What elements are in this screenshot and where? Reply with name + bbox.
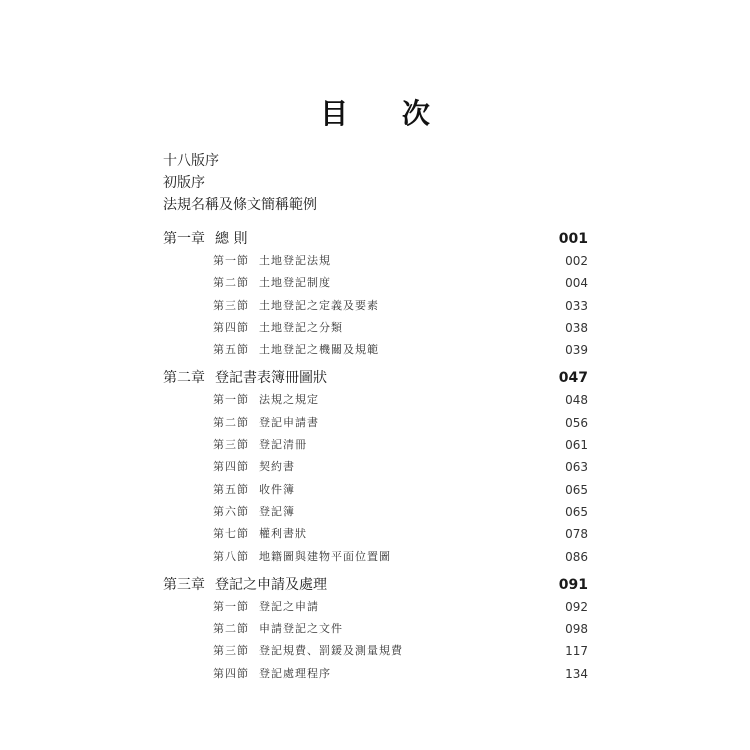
section-row [163, 250, 588, 272]
chapter-row [163, 228, 588, 250]
section-title: 法規之規定 [259, 393, 319, 407]
section-row [163, 640, 588, 662]
preface-item: 十八版序 [163, 153, 219, 169]
chapter-page-number: 047 [558, 370, 588, 387]
section-page-number: 048 [565, 393, 588, 408]
section-page-number: 038 [565, 320, 588, 335]
section-row [163, 295, 588, 317]
section-row [163, 317, 588, 339]
section-page-number: 086 [565, 549, 588, 564]
section-row [163, 456, 588, 478]
section-page-number: 065 [565, 504, 588, 519]
section-label: 第八節 [213, 549, 249, 563]
section-title: 收件簿 [259, 482, 295, 496]
section-title: 土地登記之分類 [259, 320, 343, 334]
section-row [163, 389, 588, 411]
section-page-number: 098 [565, 622, 588, 637]
section-title: 登記規費、罰鍰及測量規費 [259, 644, 403, 658]
section-row [163, 272, 588, 294]
section-title: 契約書 [259, 460, 295, 474]
chapter-title: 登記之申請及處理 [215, 576, 327, 593]
chapter-page-number: 001 [558, 231, 588, 247]
preface-item: 初版序 [163, 175, 205, 191]
section-title: 登記申請書 [259, 415, 319, 429]
section-title: 土地登記制度 [259, 276, 331, 290]
section-label: 第二節 [213, 276, 249, 290]
section-label: 第五節 [213, 482, 249, 496]
preface-list [163, 150, 317, 216]
chapter-label: 第二章 [163, 370, 205, 387]
section-label: 第三節 [213, 644, 249, 658]
section-title: 登記處理程序 [259, 666, 331, 680]
section-label: 第一節 [213, 393, 249, 407]
section-page-number: 117 [565, 644, 588, 659]
chapter-label: 第三章 [163, 576, 205, 593]
chapter-row [163, 574, 588, 596]
section-title: 土地登記法規 [259, 254, 331, 267]
section-title: 地籍圖與建物平面位置圖 [259, 549, 391, 563]
section-page-number: 092 [565, 599, 588, 614]
section-row [163, 339, 588, 361]
section-label: 第五節 [213, 343, 249, 357]
section-row [163, 479, 588, 501]
chapter-block [163, 574, 588, 685]
section-row [163, 501, 588, 523]
section-page-number: 002 [565, 254, 588, 268]
section-label: 第七節 [213, 527, 249, 541]
chapter-block [163, 228, 588, 361]
chapter-page-number: 091 [558, 576, 588, 593]
section-label: 第四節 [213, 666, 249, 680]
section-row [163, 523, 588, 545]
section-page-number: 065 [565, 482, 588, 497]
section-page-number: 078 [565, 527, 588, 542]
section-title: 土地登記之機關及規範 [259, 343, 379, 357]
chapter-label: 第一章 [163, 231, 205, 247]
table-of-contents [163, 228, 588, 691]
section-title: 登記之申請 [259, 599, 319, 613]
section-page-number: 134 [565, 666, 588, 681]
section-title: 登記清冊 [259, 438, 307, 452]
section-title: 登記簿 [259, 504, 295, 518]
section-page-number: 061 [565, 438, 588, 453]
section-title: 申請登記之文件 [259, 622, 343, 636]
section-label: 第二節 [213, 622, 249, 636]
section-page-number: 033 [565, 298, 588, 313]
section-title: 權利書狀 [259, 527, 307, 541]
section-page-number: 004 [565, 276, 588, 291]
section-label: 第三節 [213, 298, 249, 312]
section-row [163, 596, 588, 618]
section-label: 第二節 [213, 415, 249, 429]
section-page-number: 063 [565, 460, 588, 475]
section-page-number: 056 [565, 415, 588, 430]
section-row [163, 412, 588, 434]
section-row [163, 663, 588, 685]
preface-item: 法規名稱及條文簡稱範例 [163, 197, 317, 213]
section-label: 第一節 [213, 599, 249, 613]
chapter-title: 總 則 [215, 231, 248, 247]
section-row [163, 618, 588, 640]
section-label: 第六節 [213, 504, 249, 518]
chapter-block [163, 367, 588, 567]
section-label: 第一節 [213, 254, 249, 267]
chapter-title: 登記書表簿冊圖狀 [215, 370, 327, 387]
section-row [163, 434, 588, 456]
section-row [163, 546, 588, 568]
page-title: 目 次 [320, 97, 452, 130]
chapter-row [163, 367, 588, 389]
section-label: 第三節 [213, 438, 249, 452]
section-title: 土地登記之定義及要素 [259, 298, 379, 312]
section-label: 第四節 [213, 460, 249, 474]
section-page-number: 039 [565, 343, 588, 358]
section-label: 第四節 [213, 320, 249, 334]
